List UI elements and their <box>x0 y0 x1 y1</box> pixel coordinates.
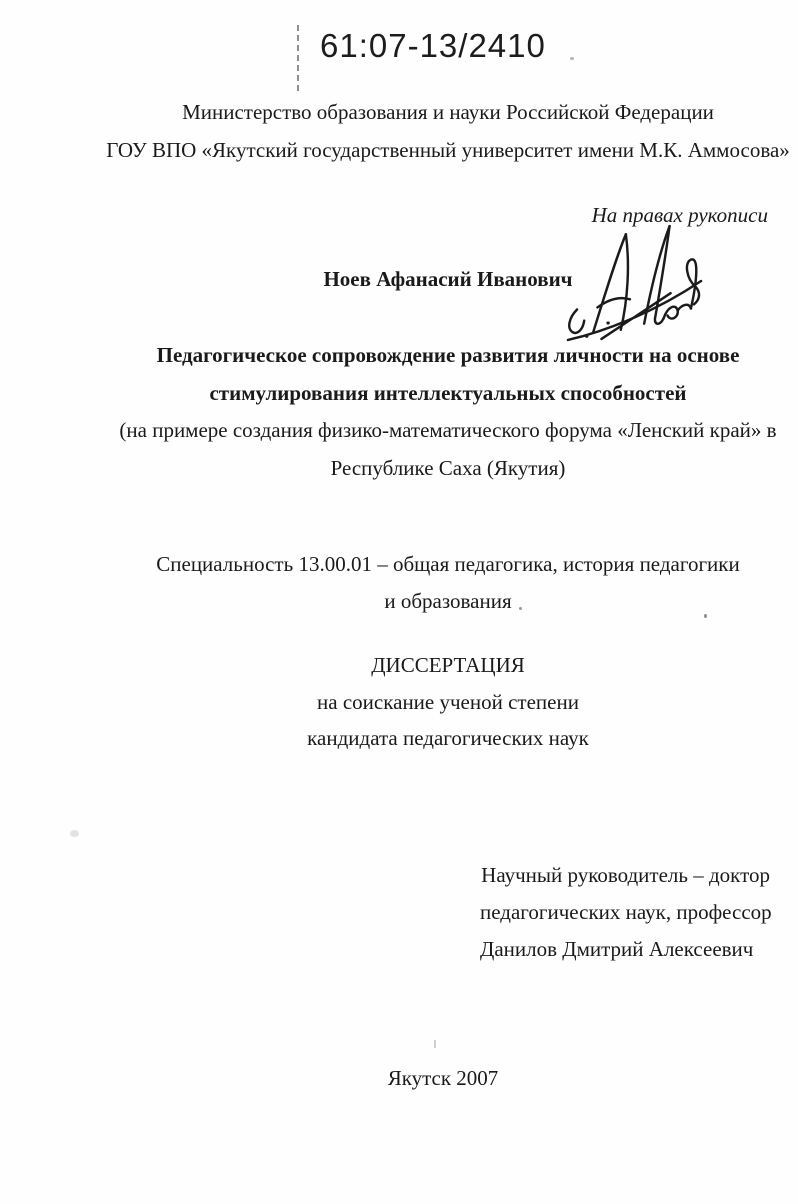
specialty-line-2: и образования <box>384 589 512 613</box>
university-line: ГОУ ВПО «Якутский государственный университет имени М.К. Аммосова» <box>106 138 790 162</box>
scan-speck <box>70 830 79 837</box>
scan-speck <box>519 607 522 610</box>
supervisor-line-2: педагогических наук, профессор <box>480 900 772 924</box>
catalog-stamp-number: 61:07-13/2410 <box>320 27 546 64</box>
title-line-1: Педагогическое сопровождение развития личности на основе <box>156 343 740 367</box>
specialty-line-1: Специальность 13.00.01 – общая педагогика, история педагогики <box>156 552 740 576</box>
scan-speck <box>434 1040 436 1048</box>
signature-icon <box>560 220 708 342</box>
author-name: Ноев Афанасий Иванович <box>323 267 573 291</box>
subtitle-line-1: (на примере создания физико-математического форума «Ленский край» в <box>119 418 777 442</box>
city-year: Якутск 2007 <box>387 1066 499 1090</box>
scan-speck <box>704 614 707 618</box>
ministry-line: Министерство образования и науки Российской Федерации <box>182 100 714 124</box>
manuscript-rights-note: На правах рукописи <box>591 203 768 227</box>
dissertation-sub-2: кандидата педагогических наук <box>307 726 589 750</box>
supervisor-block <box>480 862 770 973</box>
subtitle-line-2: Республике Саха (Якутия) <box>330 456 566 480</box>
scan-speck <box>570 57 574 60</box>
supervisor-line-1: Научный руководитель – доктор <box>481 863 770 887</box>
supervisor-line-3: Данилов Дмитрий Алексеевич <box>480 937 754 961</box>
stamp-dashed-line <box>297 25 299 91</box>
title-line-2: стимулирования интеллектуальных способностей <box>209 381 687 405</box>
dissertation-sub-1: на соискание ученой степени <box>317 690 579 714</box>
dissertation-heading: ДИССЕРТАЦИЯ <box>371 653 525 677</box>
